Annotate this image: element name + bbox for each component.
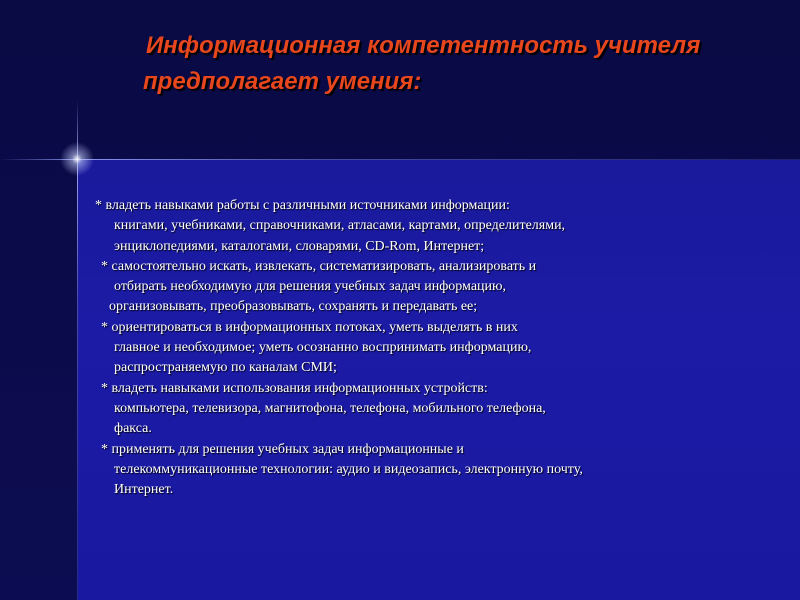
title-line-1: Информационная компетентность учителя (146, 32, 701, 59)
bullet-item-line: * владеть навыками использования информационных устройств: (101, 380, 488, 396)
bullet-continuation-line: распространяемую по каналам СМИ; (114, 360, 337, 376)
horizontal-divider-line (0, 159, 800, 160)
bullet-continuation-line: отбирать необходимую для решения учебных задач информацию, (114, 279, 506, 295)
bullet-continuation-line: главное и необходимое; уметь осознанно воспринимать информацию, (114, 340, 532, 356)
bullet-continuation-line: факса. (114, 421, 152, 437)
star-sparkle-icon (57, 139, 97, 179)
bullet-continuation-line: организовывать, преобразовывать, сохранять и передавать ее; (109, 299, 478, 315)
bullet-item-line: * владеть навыками работы с различными источниками информации: (95, 198, 510, 213)
title-line-2: предполагает умения: (143, 68, 422, 95)
bullet-list (95, 196, 785, 500)
bullet-continuation-line: компьютера, телевизора, магнитофона, телефона, мобильного телефона, (114, 400, 546, 416)
bullet-continuation-line: Интернет. (114, 482, 174, 498)
bullet-item-line: * применять для решения учебных задач информационные и (101, 441, 464, 457)
bullet-continuation-line: телекоммуникационные технологии: аудио и видеозапись, электронную почту, (114, 461, 583, 477)
slide-title (143, 28, 783, 100)
bullet-continuation-line: энциклопедиями, каталогами, словарями, CD-Rom, Интернет; (114, 238, 485, 254)
bullet-continuation-line: книгами, учебниками, справочниками, атласами, картами, определителями, (114, 218, 566, 234)
bullet-item-line: * самостоятельно искать, извлекать, систематизировать, анализировать и (101, 258, 537, 274)
bullet-item-line: * ориентироваться в информационных потоках, уметь выделять в них (101, 319, 518, 335)
